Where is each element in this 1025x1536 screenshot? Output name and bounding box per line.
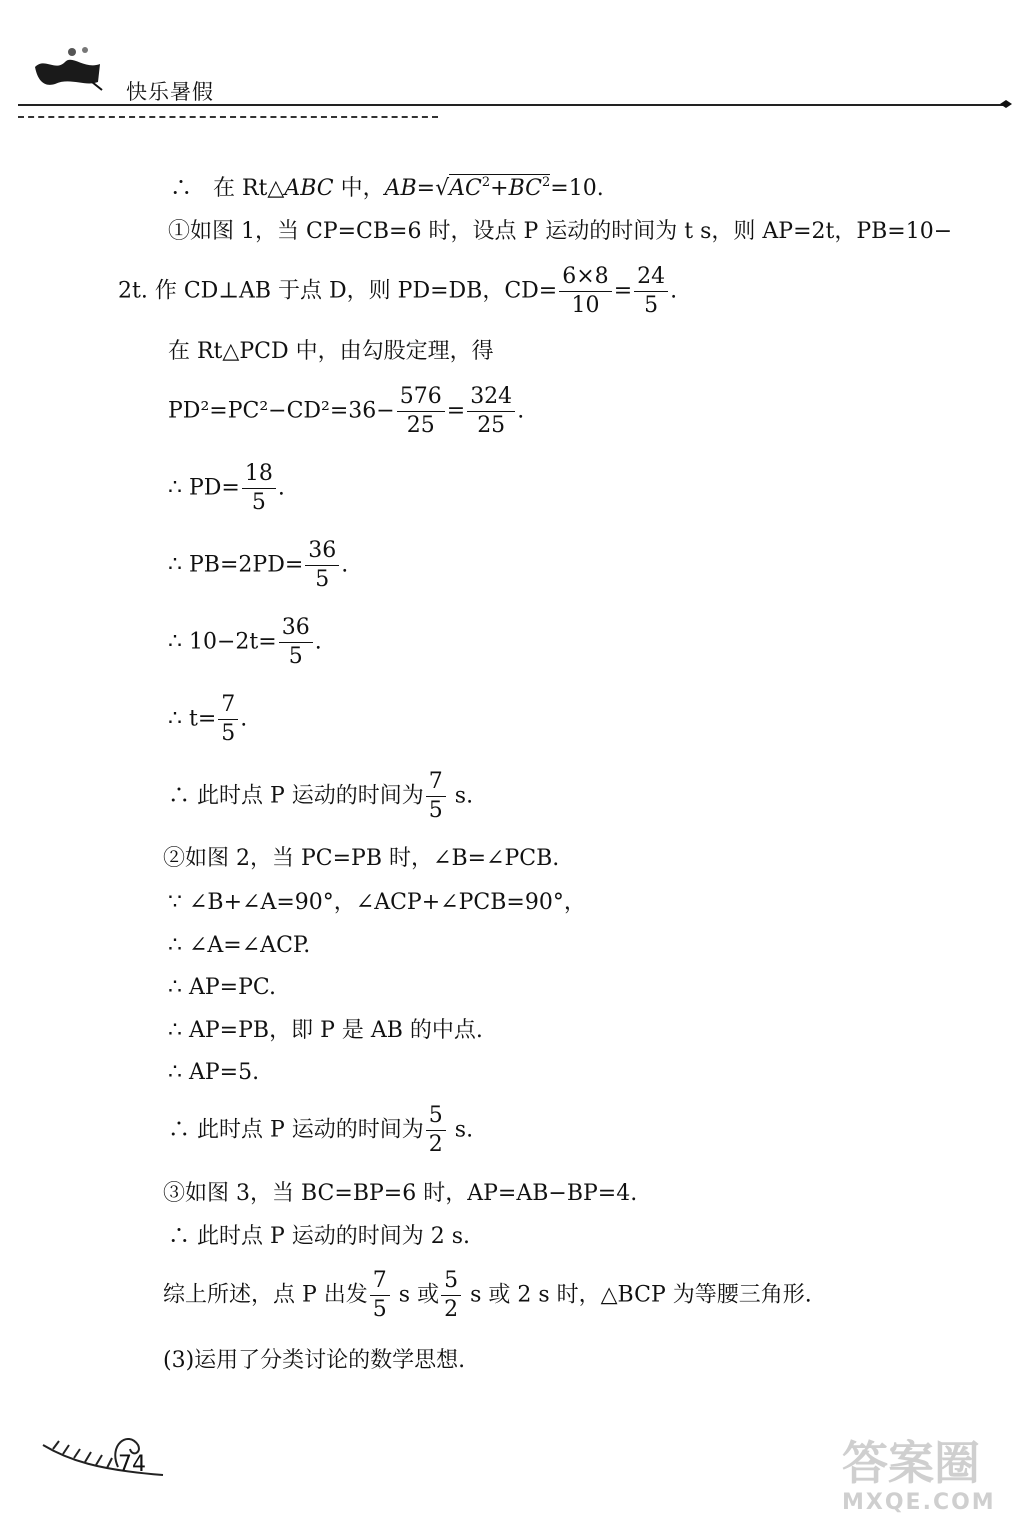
header-rule-end-icon [1000,98,1012,110]
line-3: 2t. 作 CD⊥AB 于点 D，则 PD=DB，CD= $\frac{6\times 8}{10}$ = $\frac{24}{5}$ . [118,264,678,318]
header-logo [30,42,110,101]
watermark-url: MXQE.COM [842,1490,996,1515]
line-14: ∴ AP=PC. [168,975,276,1000]
fraction: $\frac{36}{5}$ [305,540,339,591]
fraction: $\frac{7}{5}$ [370,1270,390,1321]
line-1: ∴ 在 Rt△ABC 中，$AB=√AC^2+BC^2=10$. [170,175,604,201]
fraction: $\frac{576}{25}$ [397,386,445,437]
line-12: ∵ ∠B+∠A=90°，∠ACP+∠PCB=90°， [168,890,586,915]
fraction: $\frac{18}{5}$ [242,463,276,514]
line-13: ∴ ∠A=∠ACP. [168,933,311,958]
fraction: $\frac{7}{5}$ [426,771,446,822]
line-16: ∴ AP=5. [168,1060,260,1085]
line-15: ∴ AP=PB，即 P 是 AB 的中点. [168,1018,483,1043]
line-7: ∴ PB=2PD= $\frac{36}{5}$ . [168,538,349,592]
line-9: ∴ t= $\frac{7}{5}$ . [168,692,248,746]
line-11: ②如图 2，当 PC=PB 时，∠B=∠PCB. [163,846,560,871]
header-title: 快乐暑假 [126,80,214,104]
line-3-text: 2t. 作 CD⊥AB 于点 D，则 PD=DB，CD= [118,278,558,304]
fraction: $\frac{324}{25}$ [467,386,515,437]
line-5-text: PD²=PC²−CD²=36− [168,398,395,424]
line-17: ∴ 此时点 P 运动的时间为 $\frac{5}{2}$ s. [168,1103,474,1157]
line-6: ∴ PD= $\frac{18}{5}$ . [168,461,285,515]
fraction: $\frac{5}{2}$ [441,1270,461,1321]
fraction: $\frac{5}{2}$ [426,1105,446,1156]
header-rule [18,104,1006,106]
fraction: $\frac{7}{5}$ [218,694,238,745]
vine-ornament-icon [38,1425,168,1485]
page-number: 74 [118,1452,146,1477]
line-20: 综上所述，点 P 出发 $\frac{7}{5}$ s 或 $\frac{5}{2}$ s 或 2 s 时，△BCP 为等腰三角形. [163,1268,812,1322]
line-10: ∴ 此时点 P 运动的时间为 $\frac{7}{5}$ s. [168,769,474,823]
line-8: ∴ 10−2t= $\frac{36}{5}$ . [168,615,322,669]
line-5: PD²=PC²−CD²=36− $\frac{576}{25}$ = $\frac{324}{25}$ . [168,384,525,438]
fraction: $\frac{36}{5}$ [279,617,313,668]
line-19: ∴ 此时点 P 运动的时间为 2 s. [168,1224,471,1249]
watermark-logo [842,1436,996,1515]
line-4: 在 Rt△PCD 中，由勾股定理，得 [168,339,494,364]
fraction: $\frac{6\times 8}{10}$ [559,266,611,317]
line-18: ③如图 3，当 BC=BP=6 时，AP=AB−BP=4. [163,1181,638,1206]
line-2: ①如图 1，当 CP=CB=6 时，设点 P 运动的时间为 t s，则 AP=2t，PB=10− [168,219,953,244]
header-dashed-rule [18,116,438,118]
line-21: (3)运用了分类讨论的数学思想. [163,1348,466,1373]
fraction: $\frac{24}{5}$ [634,266,668,317]
watermark-text: 答案圈 [842,1436,980,1490]
